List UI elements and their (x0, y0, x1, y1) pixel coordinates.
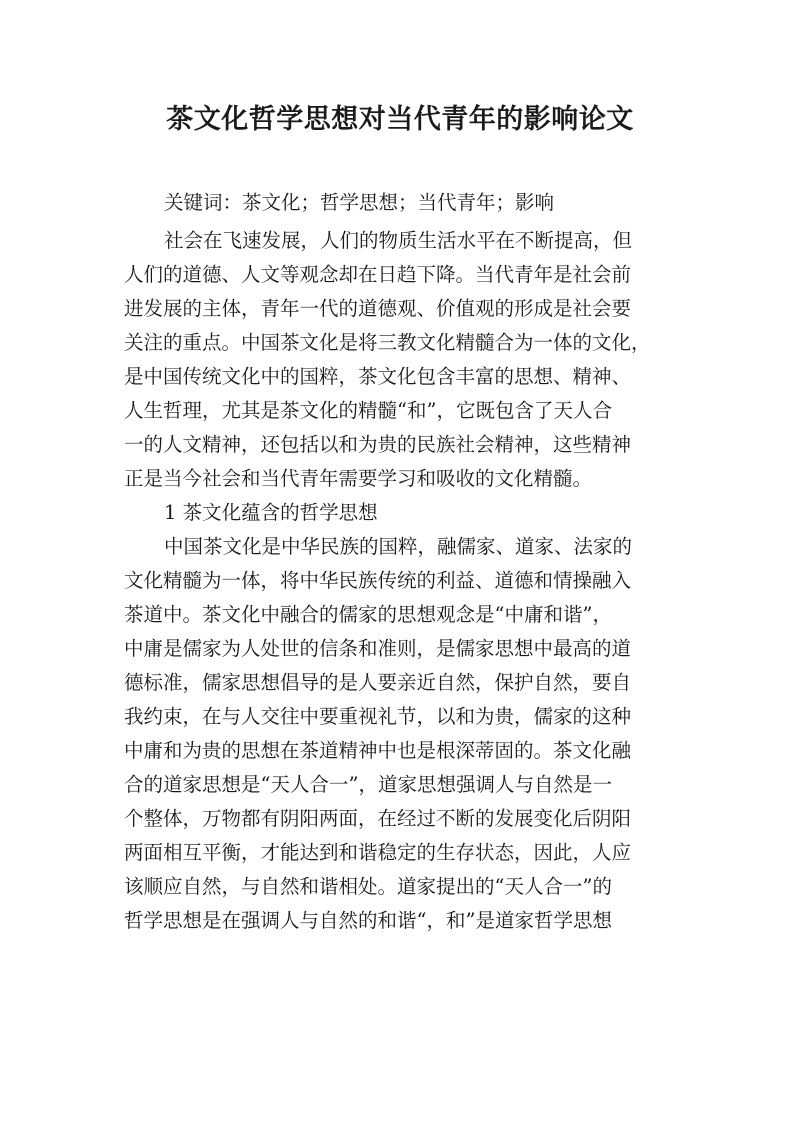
paragraph-line: 合的道家思想是“天人合一”，道家思想强调人与自然是一 (124, 773, 612, 796)
paragraph-line: 两面相互平衡，才能达到和谐稳定的生存状态，因此，人应 (124, 841, 632, 864)
paragraph-line: 德标准，儒家思想倡导的是人要亲近自然，保护自然，要自 (124, 671, 632, 694)
paragraph-line: 中庸是儒家为人处世的信条和准则，是儒家思想中最高的道 (124, 637, 632, 660)
paragraph-line: 哲学思想是在强调人与自然的和谐“，和”是道家哲学思想 (124, 909, 612, 932)
paragraph-line: 是中国传统文化中的国粹，茶文化包含丰富的思想、精神、 (124, 365, 632, 388)
paragraph-line: 社会在飞速发展，人们的物质生活水平在不断提高，但 (164, 229, 633, 252)
paragraph-line: 正是当今社会和当代青年需要学习和吸收的文化精髓。 (124, 467, 593, 490)
keywords-line: 关键词：茶文化；哲学思想；当代青年；影响 (164, 191, 555, 214)
paragraph-line: 关注的重点。中国茶文化是将三教文化精髓合为一体的文化， (124, 331, 651, 354)
paragraph-line: 一的人文精神，还包括以和为贵的民族社会精神，这些精神 (124, 433, 632, 456)
paragraph-line: 人们的道德、人文等观念却在日趋下降。当代青年是社会前 (124, 263, 632, 286)
paragraph-line: 个整体，万物都有阴阳两面，在经过不断的发展变化后阴阳 (124, 807, 632, 830)
document-title: 茶文化哲学思想对当代青年的影响论文 (166, 104, 634, 135)
paragraph-line: 该顺应自然，与自然和谐相处。道家提出的“天人合一”的 (124, 875, 612, 898)
paragraph-line: 中国茶文化是中华民族的国粹，融儒家、道家、法家的 (164, 535, 633, 558)
paragraph-line: 我约束，在与人交往中要重视礼节，以和为贵，儒家的这种 (124, 705, 632, 728)
paragraph-line: 人生哲理，尤其是茶文化的精髓“和”，它既包含了天人合 (124, 399, 612, 422)
section-heading: 1 茶文化蕴含的哲学思想 (164, 501, 378, 524)
paragraph-line: 茶道中。茶文化中融合的儒家的思想观念是“中庸和谐”， (124, 603, 612, 626)
paragraph-line: 进发展的主体，青年一代的道德观、价值观的形成是社会要 (124, 297, 632, 320)
paragraph-line: 中庸和为贵的思想在茶道精神中也是根深蒂固的。茶文化融 (124, 739, 632, 762)
paragraph-line: 文化精髓为一体，将中华民族传统的利益、道德和情操融入 (124, 569, 632, 592)
